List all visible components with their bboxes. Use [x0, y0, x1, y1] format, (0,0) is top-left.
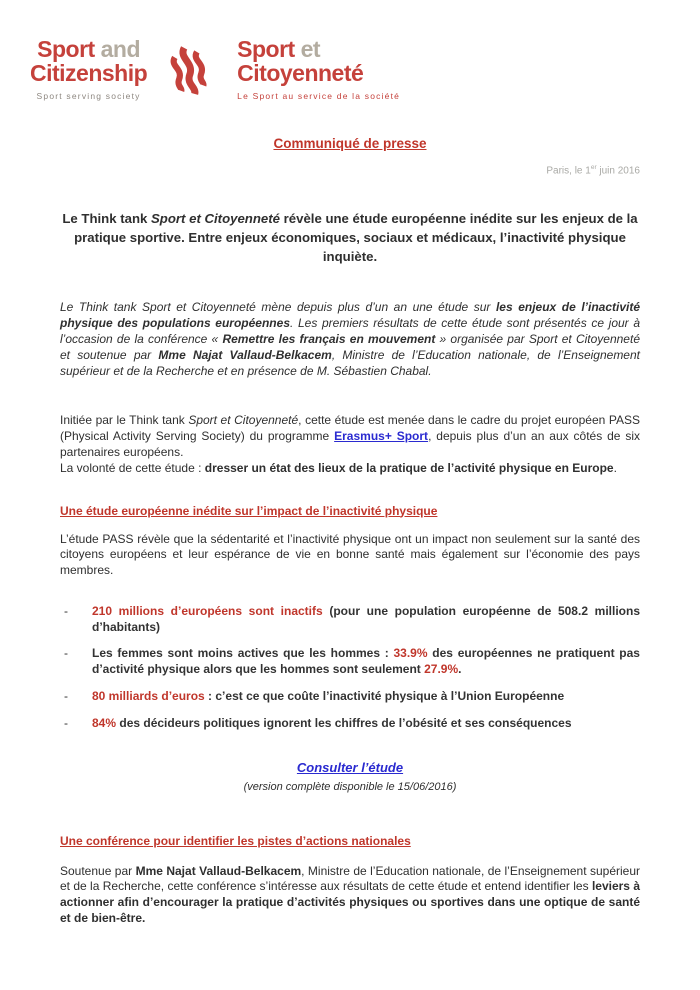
- study-paragraph: L’étude PASS révèle que la sédentarité et l’inactivité physique ont un impact non seulement sur la santé des citoyens européens et leur espérance de vie en bonne santé mais également sur l’économie des pays membres.: [60, 531, 640, 578]
- bullet-item: [60, 689, 640, 705]
- study-link-note: (version complète disponible le 15/06/2016): [243, 780, 457, 793]
- intro-paragraph: Le Think tank Sport et Citoyenneté mène depuis plus d’un an une étude sur les enjeux de l’inactivité physique des populations européennes. Les premiers résultats de cette étude sont présentés ce jour à l’occasion de la conférence « Remettre les français en mouvement » organisée par Sport et Citoyenneté et soutenue par Mme Najat Vallaud-Belkacem, Ministre de l’Education nationale, de l’Enseignement supérieur et de la Recherche et en présence de M. Sébastien Chabal.: [60, 300, 641, 378]
- logo-en-word2: Citizenship: [30, 60, 148, 86]
- logo-en-line1: [30, 38, 147, 61]
- section-heading-conference: Une conférence pour identifier les pistes d’actions nationales: [60, 833, 411, 848]
- logo-en-tagline: Sport serving society: [36, 91, 141, 101]
- study-link-block: [60, 759, 640, 793]
- logo-en-conjunction: and: [100, 36, 140, 62]
- bullet-item: [60, 604, 640, 636]
- bullet-text: 210 millions d’européens sont inactifs (pour une population européenne de 508.2 millions d’habitants): [92, 603, 640, 634]
- logo-english: [30, 38, 147, 101]
- erasmus-sport-link[interactable]: Erasmus+ Sport: [334, 429, 429, 444]
- bullet-marker: -: [64, 603, 68, 618]
- bullet-marker: -: [64, 646, 68, 661]
- bullet-marker: -: [64, 715, 68, 730]
- logo-fr-word2: Citoyenneté: [237, 60, 364, 86]
- bullet-marker: -: [64, 689, 68, 704]
- logo-fr-conjunction: et: [300, 36, 321, 62]
- bullet-item: [60, 716, 640, 732]
- bullet-text: Les femmes sont moins actives que les hommes : 33.9% des européennes ne pratiquent pas d’activité physique alors que les hommes sont seulement 27.9%.: [92, 646, 640, 677]
- logo-french: [237, 38, 400, 101]
- sss-wave-icon: [161, 40, 217, 102]
- press-release-title: Communiqué de presse: [273, 136, 427, 151]
- logo: [0, 0, 700, 102]
- key-figures-list: [60, 604, 640, 732]
- logo-fr-tagline: Le Sport au service de la société: [237, 91, 401, 101]
- conference-paragraph: Soutenue par Mme Najat Vallaud-Belkacem, Ministre de l’Education nationale, de l’Enseignement supérieur et de la Recherche, cette conférence s’intéresse aux résultats de cette étude et entend identifier les leviers à actionner afin d’encourager la pratique d’activités physiques ou sportives dans une optique de santé et de bien-être.: [60, 863, 640, 926]
- logo-fr-word1: Sport: [237, 36, 295, 62]
- section-heading-study: Une étude européenne inédite sur l’impact de l’inactivité physique: [60, 503, 438, 518]
- headline: Le Think tank Sport et Citoyenneté révèle une étude européenne inédite sur les enjeux de la pratique sportive. Entre enjeux économiques, sociaux et médicaux, l’inactivité physique inquiète.: [62, 211, 638, 265]
- context-paragraph: Initiée par le Think tank Sport et Citoyenneté, cette étude est menée dans le cadre du projet européen PASS (Physical Activity Serving Society) du programme Erasmus+ Sport, depuis plus d’un an aux côtés de six partenaires européens. La volonté de cette étude : dresser un état des lieux de la pratique de l’activité physique en Europe.: [60, 413, 640, 475]
- bullet-item: [60, 646, 640, 678]
- logo-fr-line1: [237, 38, 400, 61]
- bullet-text: 84% des décideurs politiques ignorent les chiffres de l’obésité et ses conséquences: [92, 715, 572, 730]
- consult-study-link[interactable]: Consulter l’étude: [296, 759, 404, 775]
- bullet-text: 80 milliards d’euros : c’est ce que coûte l’inactivité physique à l’Union Européenne: [92, 689, 565, 704]
- dateline: Paris, le 1er juin 2016: [546, 164, 640, 177]
- document-body: [0, 136, 700, 927]
- logo-en-word1: Sport: [37, 36, 95, 62]
